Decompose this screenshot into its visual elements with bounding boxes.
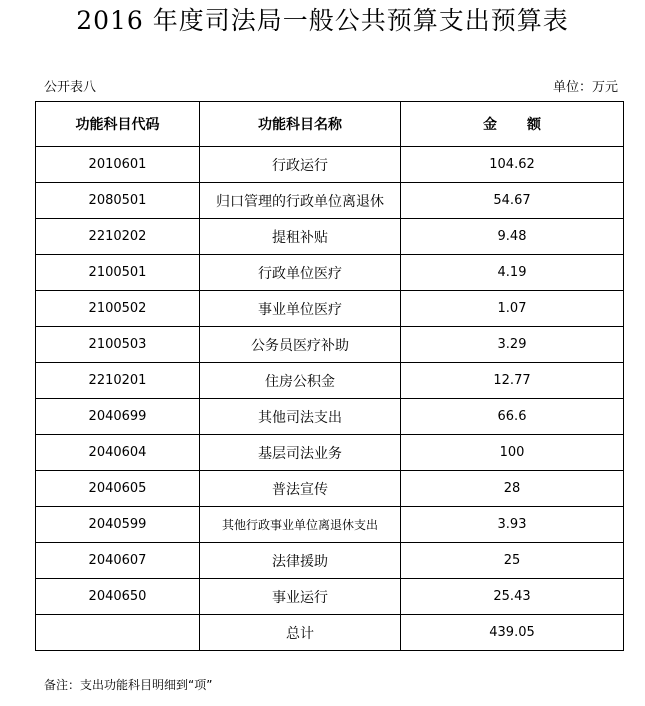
total-amount: 439.05 <box>401 615 624 651</box>
cell-code: 2010601 <box>36 147 200 183</box>
cell-code: 2210202 <box>36 219 200 255</box>
cell-code: 2100501 <box>36 255 200 291</box>
cell-code: 2040599 <box>36 507 200 543</box>
table-row <box>36 183 624 219</box>
header-name: 功能科目名称 <box>200 102 401 147</box>
header-amount-char-2: 额 <box>527 117 541 133</box>
cell-name: 事业单位医疗 <box>200 291 401 327</box>
cell-amount: 4.19 <box>401 255 624 291</box>
cell-amount: 66.6 <box>401 399 624 435</box>
table-row <box>36 327 624 363</box>
table-row <box>36 435 624 471</box>
cell-name: 公务员医疗补助 <box>200 327 401 363</box>
cell-amount: 28 <box>401 471 624 507</box>
table-row <box>36 471 624 507</box>
cell-code: 2100503 <box>36 327 200 363</box>
table-label: 公开表八 <box>44 80 97 95</box>
header-code: 功能科目代码 <box>36 102 200 147</box>
cell-code: 2210201 <box>36 363 200 399</box>
cell-amount: 54.67 <box>401 183 624 219</box>
cell-code: 2040607 <box>36 543 200 579</box>
table-row <box>36 579 624 615</box>
cell-code: 2040699 <box>36 399 200 435</box>
cell-code: 2040605 <box>36 471 200 507</box>
header-amount <box>401 102 624 147</box>
cell-amount: 3.93 <box>401 507 624 543</box>
cell-name: 其他行政事业单位离退休支出 <box>200 507 401 543</box>
cell-code: 2040604 <box>36 435 200 471</box>
cell-amount: 104.62 <box>401 147 624 183</box>
table-header-row <box>36 102 624 147</box>
cell-name: 归口管理的行政单位离退休 <box>200 183 401 219</box>
table-row <box>36 147 624 183</box>
cell-name: 行政运行 <box>200 147 401 183</box>
cell-name: 行政单位医疗 <box>200 255 401 291</box>
cell-name: 住房公积金 <box>200 363 401 399</box>
cell-name: 基层司法业务 <box>200 435 401 471</box>
table-row <box>36 507 624 543</box>
table-row <box>36 363 624 399</box>
cell-code: 2040650 <box>36 579 200 615</box>
cell-name: 事业运行 <box>200 579 401 615</box>
cell-amount: 100 <box>401 435 624 471</box>
cell-amount: 25 <box>401 543 624 579</box>
cell-amount: 9.48 <box>401 219 624 255</box>
total-code <box>36 615 200 651</box>
header-amount-char-1: 金 <box>483 117 497 133</box>
footnote: 备注：支出功能科目明细到“项” <box>44 678 213 692</box>
cell-amount: 1.07 <box>401 291 624 327</box>
total-row <box>36 615 624 651</box>
cell-amount: 3.29 <box>401 327 624 363</box>
cell-code: 2100502 <box>36 291 200 327</box>
cell-name: 提租补贴 <box>200 219 401 255</box>
cell-amount: 12.77 <box>401 363 624 399</box>
table-row <box>36 399 624 435</box>
cell-code: 2080501 <box>36 183 200 219</box>
cell-name: 法律援助 <box>200 543 401 579</box>
table-row <box>36 291 624 327</box>
table-row <box>36 255 624 291</box>
cell-name: 普法宣传 <box>200 471 401 507</box>
cell-name: 其他司法支出 <box>200 399 401 435</box>
cell-amount: 25.43 <box>401 579 624 615</box>
table-row <box>36 543 624 579</box>
table-row <box>36 219 624 255</box>
budget-table <box>35 101 624 651</box>
unit-label: 单位：万元 <box>552 80 618 95</box>
page-title: 2016 年度司法局一般公共预算支出预算表 <box>76 6 569 35</box>
total-label: 总计 <box>200 615 401 651</box>
